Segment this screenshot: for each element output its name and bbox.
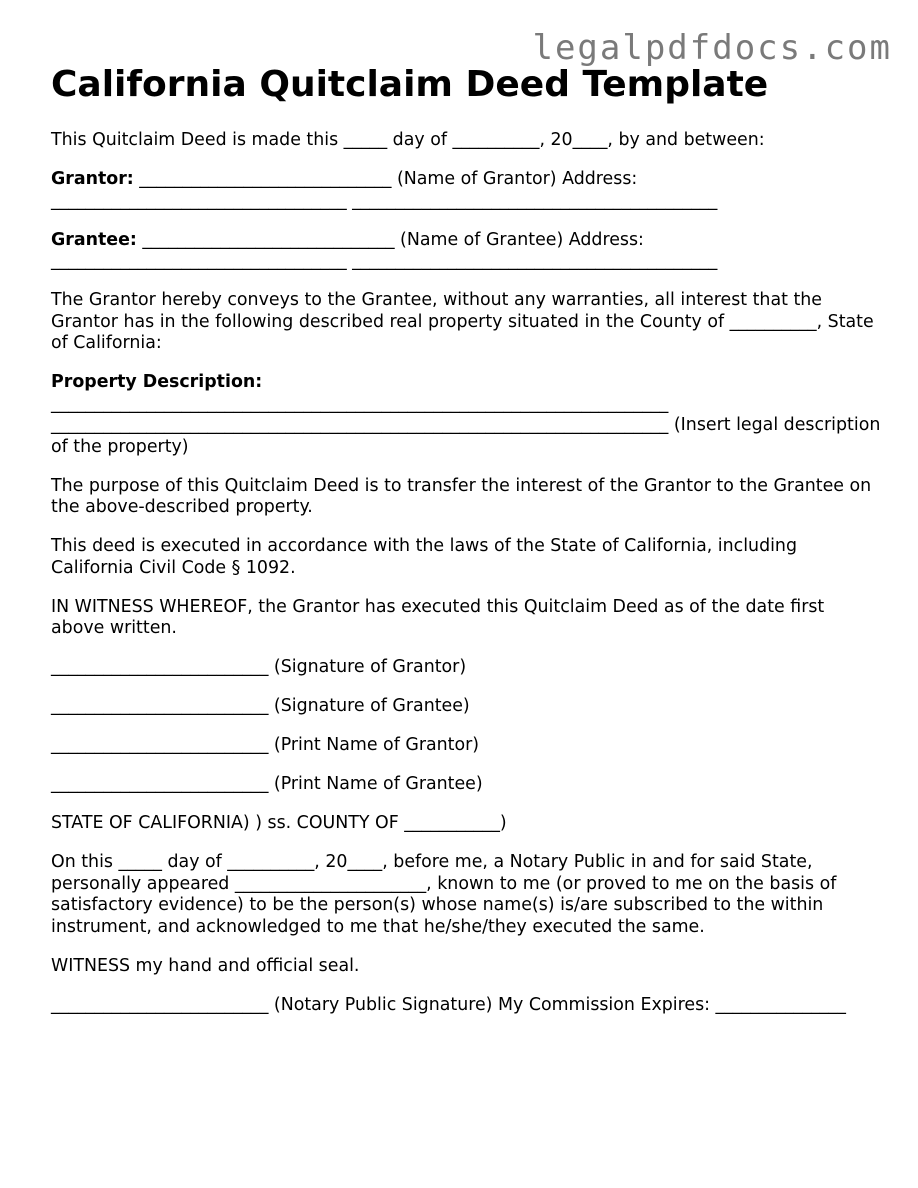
grantor-fields: _____________________________ (Name of Grantor) Address: __________________________________ __________________________________________ <box>51 169 718 211</box>
grantor-section <box>51 169 881 212</box>
property-label: Property Description: <box>51 372 263 392</box>
witness-whereof-paragraph: IN WITNESS WHEREOF, the Grantor has executed this Quitclaim Deed as of the date first above written. <box>51 596 825 638</box>
site-watermark: legalpdfdocs.com <box>532 28 892 68</box>
notary-signature-line: _________________________ (Notary Public Signature) My Commission Expires: _______________ <box>51 994 846 1015</box>
grantor-label: Grantor: <box>51 169 134 189</box>
grantee-label: Grantee: <box>51 229 137 250</box>
laws-paragraph: This deed is executed in accordance with the laws of the State of California, including California Civil Code § 1092. <box>51 536 797 578</box>
property-fields: _______________________________________________________________________ _______________________________________________________________________ (Insert legal description of the property) <box>51 393 881 457</box>
property-section <box>51 372 881 458</box>
venue-line: STATE OF CALIFORNIA) ) ss. COUNTY OF ___________) <box>51 813 507 833</box>
intro-paragraph: This Quitclaim Deed is made this _____ day of __________, 20____, by and between: <box>51 130 765 150</box>
grantee-section <box>51 230 881 273</box>
witness-seal-line: WITNESS my hand and official seal. <box>51 955 360 976</box>
signature-grantor-line: _________________________ (Signature of Grantor) <box>51 657 467 677</box>
document-body <box>51 130 881 1034</box>
grantee-fields: _____________________________ (Name of Grantee) Address: __________________________________ __________________________________________ <box>51 229 718 271</box>
purpose-paragraph: The purpose of this Quitclaim Deed is to transfer the interest of the Grantor to the Grantee on the above-described property. <box>51 475 872 517</box>
conveyance-paragraph: The Grantor hereby conveys to the Grantee, without any warranties, all interest that the Grantor has in the following described real property situated in the County of __________, State of California: <box>51 290 874 353</box>
print-name-grantee-line: _________________________ (Print Name of Grantee) <box>51 774 483 794</box>
signature-grantee-line: _________________________ (Signature of Grantee) <box>51 696 470 716</box>
notary-acknowledgment-paragraph: On this _____ day of __________, 20____, before me, a Notary Public in and for said State, personally appeared ______________________, known to me (or proved to me on the basis of satisfactory evidence) to be the person(s) whose name(s) is/are subscribed to the within instrument, and acknowledged to me that he/she/they executed the same. <box>51 852 837 937</box>
page-title: California Quitclaim Deed Template <box>51 64 769 105</box>
print-name-grantor-line: _________________________ (Print Name of Grantor) <box>51 735 480 755</box>
